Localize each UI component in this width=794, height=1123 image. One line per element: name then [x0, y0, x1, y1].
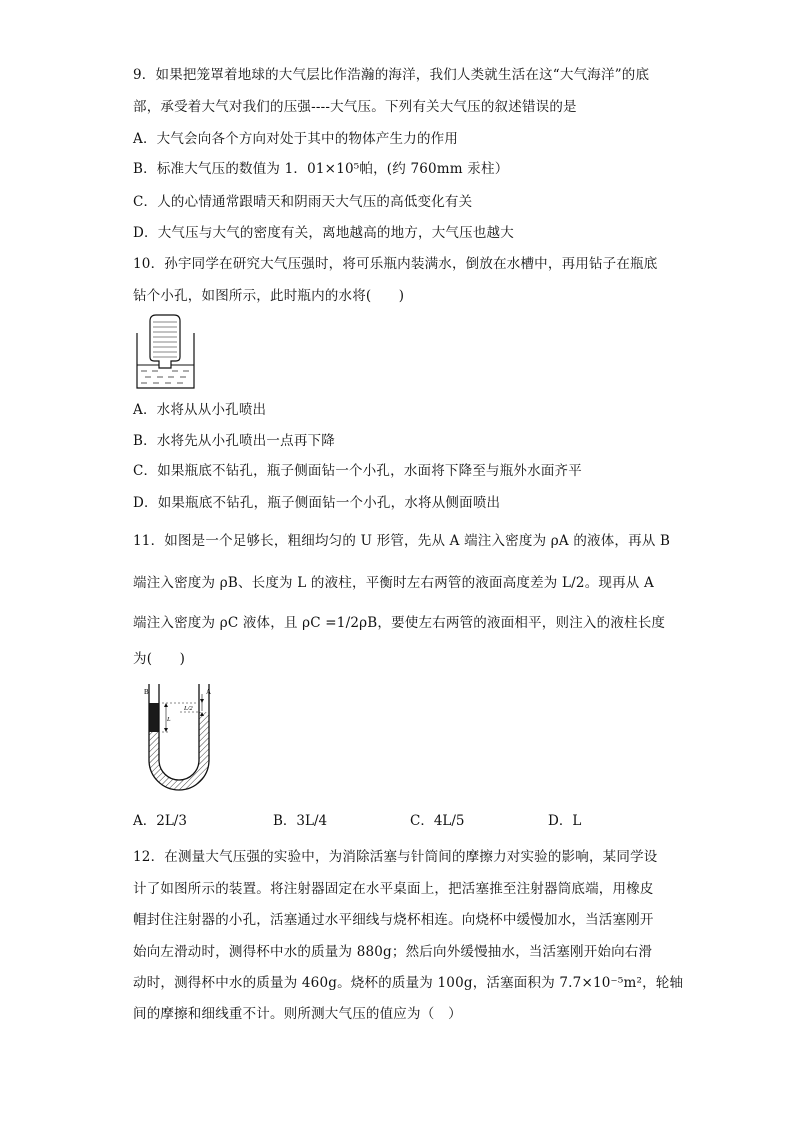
- q11-options-row: [133, 812, 693, 830]
- q11-stem-line-1: 11．如图是一个足够长，粗细均匀的 U 形管，先从 A 端注入密度为 ρA 的液体，再从 B: [133, 533, 671, 549]
- q9-stem-line-2: 部，承受着大气对我们的压强----大气压。下列有关大气压的叙述错误的是: [133, 99, 577, 115]
- q11-figure-label-l: L: [167, 716, 171, 723]
- q10-bottle-figure: [136, 313, 196, 390]
- q12-stem-line-6: 间的摩擦和细线重不计。则所测大气压的值应为（ ）: [133, 1006, 462, 1022]
- q12-stem-line-5: 动时，测得杯中水的质量为 460g。烧杯的质量为 100g，活塞面积为 7.7×10⁻⁵m²，轮轴: [133, 975, 684, 991]
- q11-option-c: C．4L/5: [410, 813, 465, 829]
- q10-option-c: C．如果瓶底不钻孔，瓶子侧面钻一个小孔，水面将下降至与瓶外水面齐平: [133, 463, 582, 479]
- q10-option-d: D．如果瓶底不钻孔，瓶子侧面钻一个小孔，水将从侧面喷出: [133, 495, 501, 511]
- q12-stem-line-2: 计了如图所示的装置。将注射器固定在水平桌面上，把活塞推至注射器筒底端，用橡皮: [133, 881, 654, 897]
- q10-option-b: B．水将先从小孔喷出一点再下降: [133, 433, 335, 449]
- q11-stem-line-4: 为( ): [133, 651, 186, 667]
- q11-option-a: A．2L/3: [133, 813, 187, 829]
- q9-option-c: C．人的心情通常跟晴天和阴雨天大气压的高低变化有关: [133, 194, 473, 210]
- q11-figure-label-b: B: [144, 688, 149, 696]
- q11-stem-line-2: 端注入密度为 ρB、长度为 L 的液柱，平衡时左右两管的液面高度差为 L/2。现再从 A: [133, 575, 654, 591]
- q9-option-b: B．标准大气压的数值为 1．01×10⁵帕，(约 760mm 汞柱）: [133, 161, 509, 177]
- q10-stem-line-2: 钻个小孔，如图所示，此时瓶内的水将( ): [133, 288, 405, 304]
- q10-stem-line-1: 10．孙宇同学在研究大气压强时，将可乐瓶内装满水，倒放在水槽中，再用钻子在瓶底: [133, 256, 658, 272]
- q9-stem-line-1: 9．如果把笼罩着地球的大气层比作浩瀚的海洋，我们人类就生活在这“大气海洋”的底: [133, 67, 650, 83]
- q12-stem-line-4: 始向左滑动时，测得杯中水的质量为 880g；然后向外缓慢抽水，当活塞刚开始向右滑: [133, 944, 653, 960]
- q11-figure-label-half-l: L/2: [184, 705, 193, 712]
- q11-option-b: B．3L/4: [273, 813, 328, 829]
- q11-option-d: D．L: [548, 813, 582, 829]
- q9-option-a: A．大气会向各个方向对处于其中的物体产生力的作用: [133, 131, 459, 147]
- q11-stem-line-3: 端注入密度为 ρC 液体，且 ρC =1/2ρB，要使左右两管的液面相平，则注入的液柱长度: [133, 615, 666, 631]
- q11-u-tube-figure: [140, 676, 220, 792]
- q11-figure-label-a: A: [206, 688, 212, 696]
- q12-stem-line-1: 12．在测量大气压强的实验中，为消除活塞与针筒间的摩擦力对实验的影响，某同学设: [133, 849, 658, 865]
- q9-option-d: D．大气压与大气的密度有关，离地越高的地方，大气压也越大: [133, 225, 514, 241]
- q10-option-a: A．水将从从小孔喷出: [133, 402, 267, 418]
- q12-stem-line-3: 帽封住注射器的小孔，活塞通过水平细线与烧杯相连。向烧杯中缓慢加水，当活塞刚开: [133, 912, 654, 928]
